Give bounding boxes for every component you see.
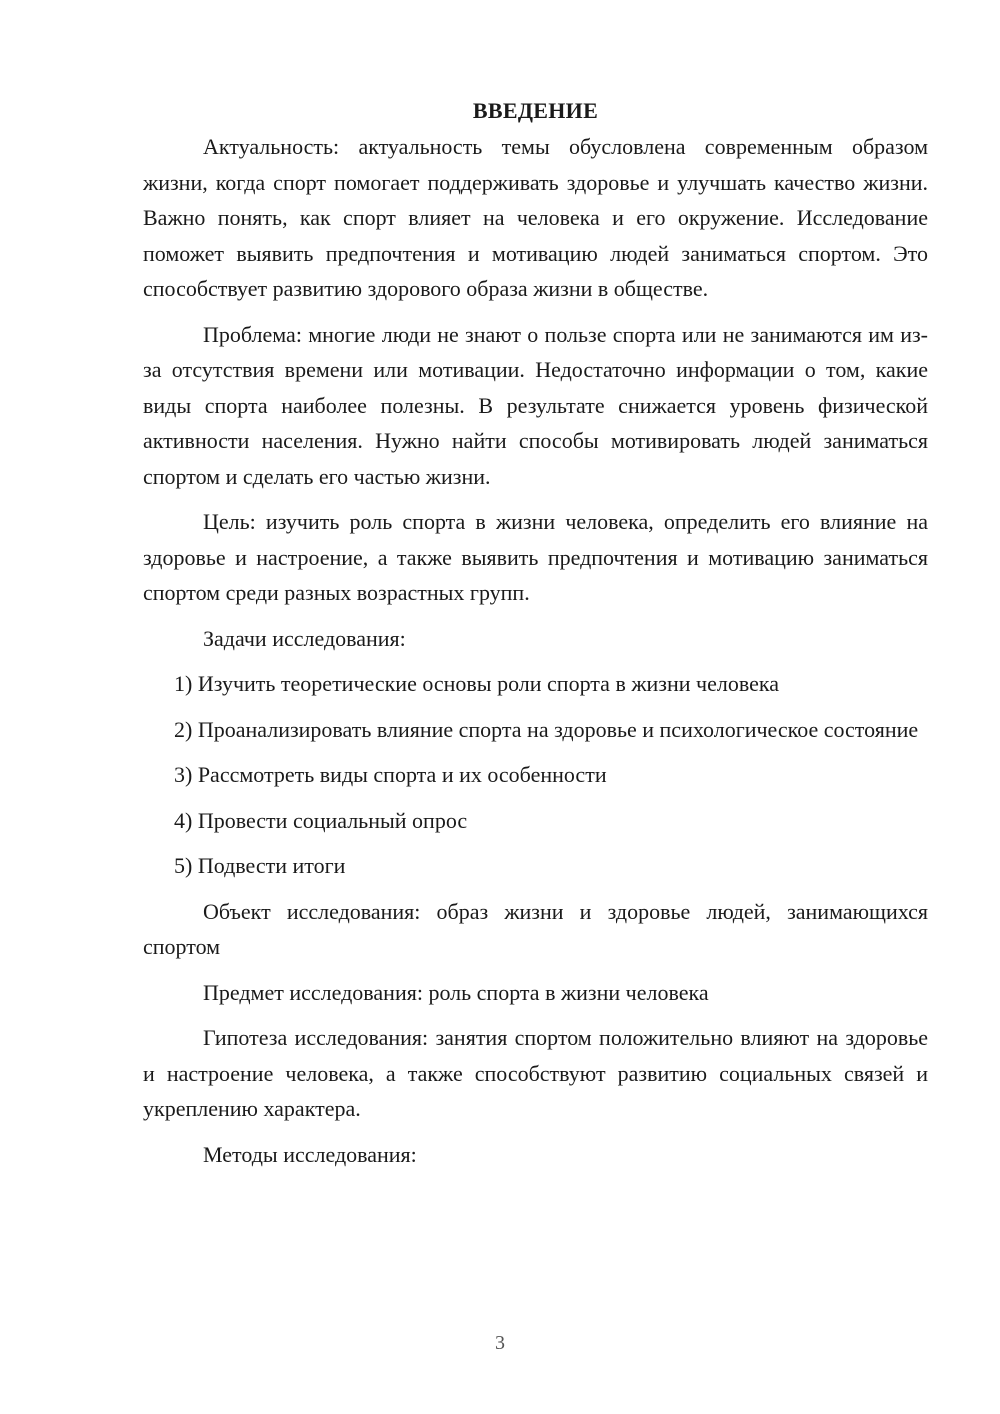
paragraph-object: Объект исследования: образ жизни и здоровье людей, занимающихся спортом xyxy=(143,898,928,959)
page-number: 3 xyxy=(495,1332,505,1354)
paragraph-goal: Цель: изучить роль спорта в жизни человека, определить его влияние на здоровье и настроение, а также выявить предпочтения и мотивацию заниматься спортом среди разных возрастных групп. xyxy=(143,509,928,605)
page-title: ВВЕДЕНИЕ xyxy=(472,98,599,123)
paragraph-relevance: Актуальность: актуальность темы обусловлена современным образом жизни, когда спорт помогает поддерживать здоровье и улучшать качество жизни. Важно понять, как спорт влияет на человека и его окружение. Исследование поможет выявить предпочтения и мотивацию людей заниматься спортом. Это способствует развитию здорового образа жизни в обществе. xyxy=(143,134,928,301)
paragraph-hypothesis: Гипотеза исследования: занятия спортом положительно влияют на здоровье и настроение человека, а также способствуют развитию социальных связей и укреплению характера. xyxy=(143,1025,928,1121)
task-item: 3) Рассмотреть виды спорта и их особенности xyxy=(174,762,607,787)
task-item: 5) Подвести итоги xyxy=(174,853,346,878)
tasks-heading: Задачи исследования: xyxy=(203,625,406,651)
task-item: 1) Изучить теоретические основы роли спорта в жизни человека xyxy=(174,671,779,696)
paragraph-methods: Методы исследования: xyxy=(203,1141,417,1167)
task-item: 2) Проанализировать влияние спорта на здоровье и психологическое состояние xyxy=(174,716,919,742)
document-page xyxy=(143,93,928,1172)
task-item: 4) Провести социальный опрос xyxy=(174,807,468,833)
paragraph-problem: Проблема: многие люди не знают о пользе спорта или не занимаются им из-за отсутствия времени или мотивации. Недостаточно информации о том, какие виды спорта наиболее полезны. В результате снижается уровень физической активности населения. Нужно найти способы мотивировать людей заниматься спортом и сделать его частью жизни. xyxy=(143,321,928,489)
paragraph-subject: Предмет исследования: роль спорта в жизни человека xyxy=(203,979,709,1005)
